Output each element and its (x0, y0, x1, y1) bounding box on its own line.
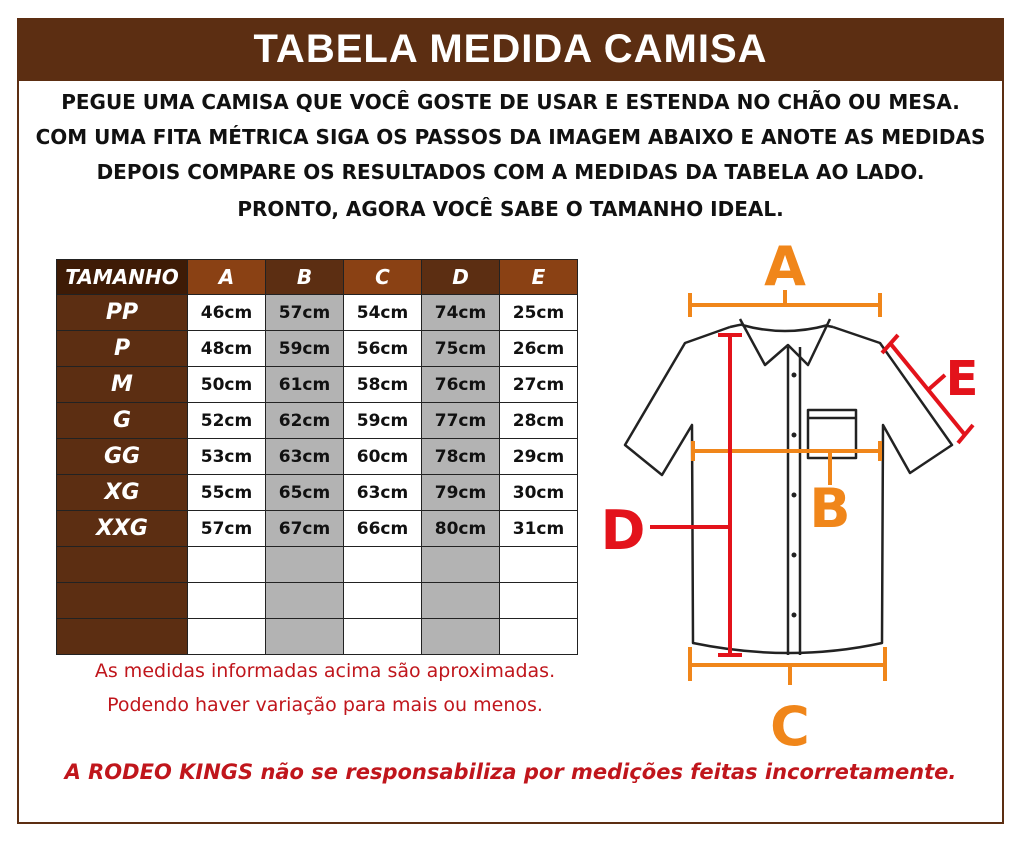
note-line-2: Podendo haver variação para mais ou menos. (107, 694, 543, 716)
value-cell: 65cm (266, 475, 344, 511)
label-b: B (809, 477, 851, 540)
value-cell: 58cm (344, 367, 422, 403)
value-cell: 57cm (188, 511, 266, 547)
value-cell: 63cm (266, 439, 344, 475)
value-cell: 77cm (422, 403, 500, 439)
size-cell: GG (57, 439, 188, 475)
empty-cell (266, 583, 344, 619)
instruction-line-1: PEGUE UMA CAMISA QUE VOCÊ GOSTE DE USAR E ESTENDA NO CHÃO OU MESA. (61, 90, 960, 114)
value-cell: 57cm (266, 295, 344, 331)
empty-cell (266, 547, 344, 583)
value-cell: 76cm (422, 367, 500, 403)
value-cell: 63cm (344, 475, 422, 511)
value-cell: 48cm (188, 331, 266, 367)
header-b: B (266, 260, 344, 295)
empty-cell (344, 583, 422, 619)
empty-cell (422, 583, 500, 619)
value-cell: 74cm (422, 295, 500, 331)
value-cell: 26cm (500, 331, 578, 367)
size-cell: M (57, 367, 188, 403)
size-table (56, 259, 578, 655)
value-cell: 61cm (266, 367, 344, 403)
label-a: A (764, 235, 806, 298)
size-cell: PP (57, 295, 188, 331)
value-cell: 75cm (422, 331, 500, 367)
value-cell: 55cm (188, 475, 266, 511)
value-cell: 54cm (344, 295, 422, 331)
value-cell: 66cm (344, 511, 422, 547)
value-cell: 62cm (266, 403, 344, 439)
empty-size-cell (57, 619, 188, 655)
table-row (57, 439, 578, 475)
value-cell: 56cm (344, 331, 422, 367)
table-row (57, 295, 578, 331)
value-cell: 29cm (500, 439, 578, 475)
header-e: E (500, 260, 578, 295)
table-row (57, 367, 578, 403)
header-a: A (188, 260, 266, 295)
size-cell: P (57, 331, 188, 367)
table-header-row (57, 260, 578, 295)
empty-cell (188, 619, 266, 655)
value-cell: 78cm (422, 439, 500, 475)
value-cell: 60cm (344, 439, 422, 475)
empty-cell (500, 583, 578, 619)
note-line-1: As medidas informadas acima são aproximadas. (94, 660, 556, 682)
value-cell: 31cm (500, 511, 578, 547)
empty-cell (500, 547, 578, 583)
value-cell: 79cm (422, 475, 500, 511)
empty-size-cell (57, 547, 188, 583)
empty-row (57, 583, 578, 619)
value-cell: 46cm (188, 295, 266, 331)
value-cell: 53cm (188, 439, 266, 475)
empty-cell (500, 619, 578, 655)
value-cell: 59cm (266, 331, 344, 367)
value-cell: 59cm (344, 403, 422, 439)
value-cell: 50cm (188, 367, 266, 403)
label-d: D (600, 499, 646, 562)
size-cell: G (57, 403, 188, 439)
size-cell: XG (57, 475, 188, 511)
value-cell: 67cm (266, 511, 344, 547)
table-row (57, 511, 578, 547)
disclaimer: A RODEO KINGS não se responsabiliza por medições feitas incorretamente. (64, 760, 957, 784)
header-c: C (344, 260, 422, 295)
value-cell: 25cm (500, 295, 578, 331)
value-cell: 30cm (500, 475, 578, 511)
empty-cell (266, 619, 344, 655)
empty-row (57, 547, 578, 583)
empty-cell (422, 547, 500, 583)
empty-cell (188, 583, 266, 619)
empty-cell (422, 619, 500, 655)
header-d: D (422, 260, 500, 295)
empty-size-cell (57, 583, 188, 619)
size-cell: XXG (57, 511, 188, 547)
shirt-outline (625, 319, 952, 655)
value-cell: 27cm (500, 367, 578, 403)
table-row (57, 403, 578, 439)
label-e: E (945, 351, 979, 407)
value-cell: 28cm (500, 403, 578, 439)
instruction-line-2: COM UMA FITA MÉTRICA SIGA OS PASSOS DA IMAGEM ABAIXO E ANOTE AS MEDIDAS (35, 125, 986, 149)
empty-cell (188, 547, 266, 583)
empty-cell (344, 619, 422, 655)
empty-cell (344, 547, 422, 583)
page-title: TABELA MEDIDA CAMISA (253, 27, 768, 71)
value-cell: 52cm (188, 403, 266, 439)
instruction-line-4: PRONTO, AGORA VOCÊ SABE O TAMANHO IDEAL. (237, 197, 784, 221)
table-row (57, 331, 578, 367)
shirt-diagram (590, 235, 1000, 755)
value-cell: 80cm (422, 511, 500, 547)
table-row (57, 475, 578, 511)
header-tamanho: TAMANHO (57, 260, 188, 295)
label-c: C (770, 695, 810, 755)
instruction-line-3: DEPOIS COMPARE OS RESULTADOS COM A MEDIDAS DA TABELA AO LADO. (96, 160, 925, 184)
empty-row (57, 619, 578, 655)
